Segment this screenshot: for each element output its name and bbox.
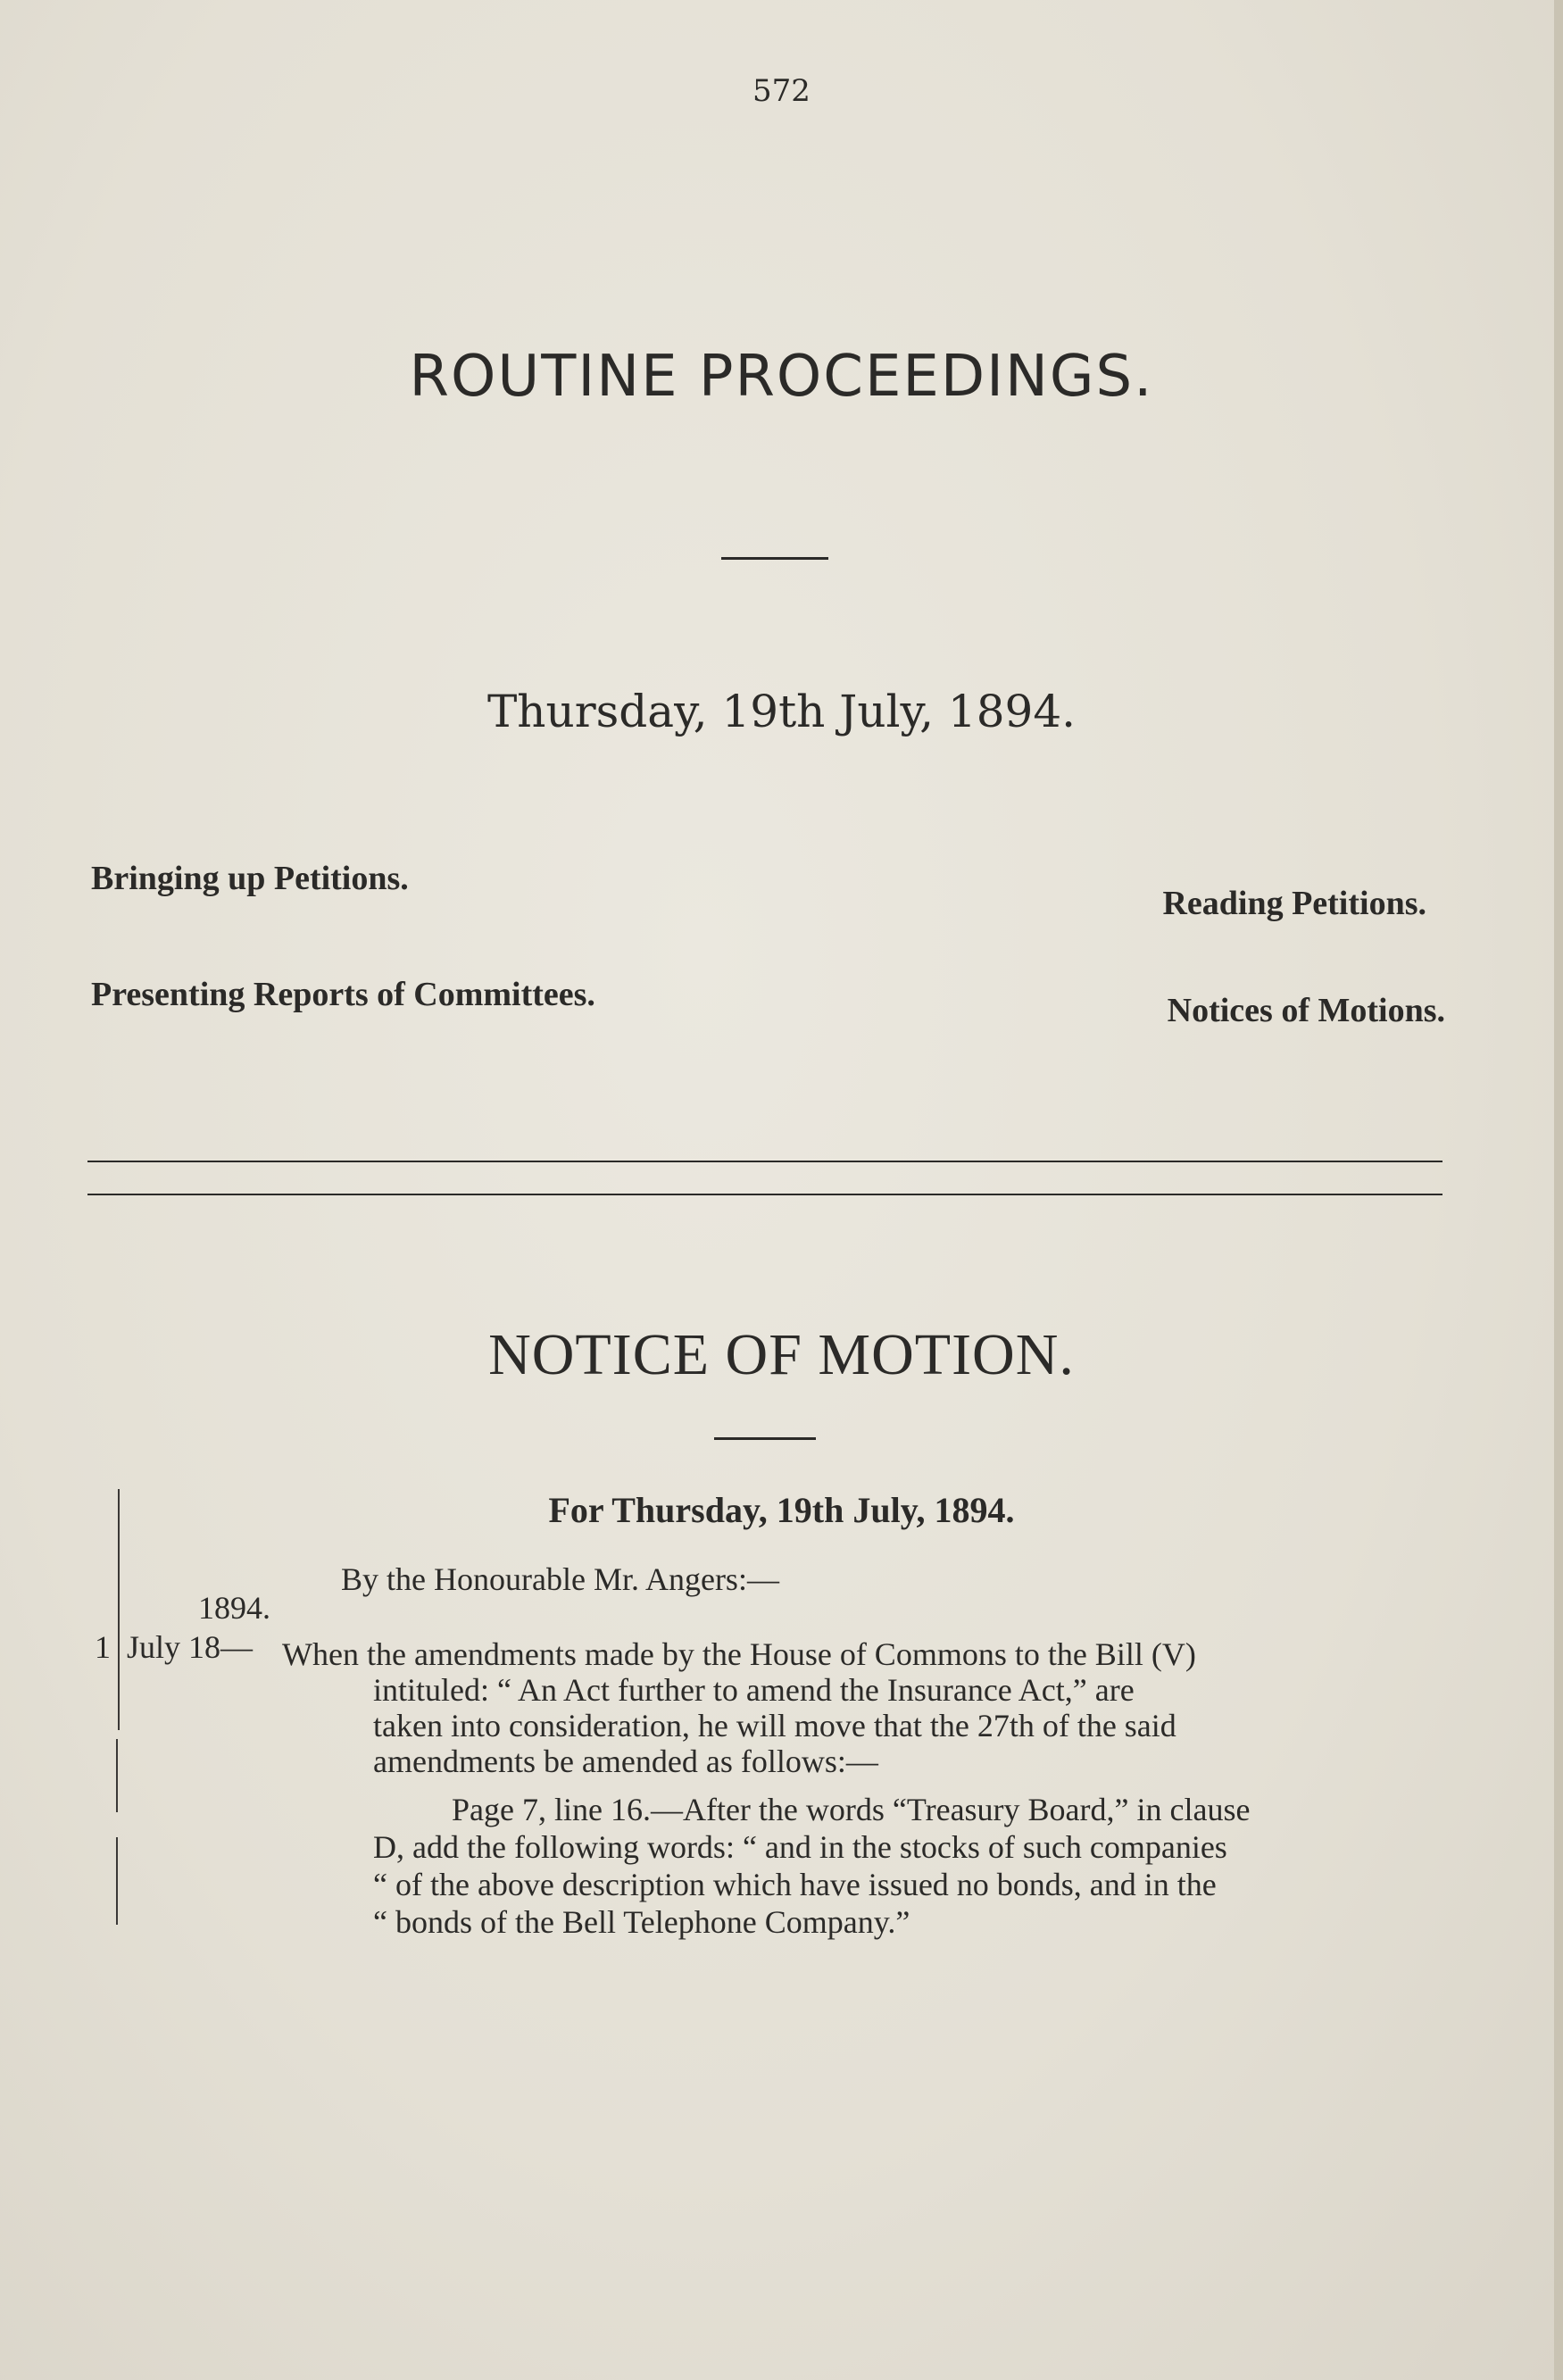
- order-reading-petitions: Reading Petitions.: [1162, 885, 1426, 922]
- motion-text-line: intituled: “ An Act further to amend the Insurance Act,” are: [373, 1672, 1135, 1708]
- notice-for-date: For Thursday, 19th July, 1894.: [548, 1490, 1015, 1530]
- item-number: 1: [95, 1629, 111, 1665]
- motion-text-line: When the amendments made by the House of Commons to the Bill (V): [282, 1636, 1196, 1672]
- notice-rule: [714, 1437, 816, 1440]
- item-date: July 18—: [127, 1629, 254, 1665]
- motion-text-line: “ of the above description which have issued no bonds, and in the: [373, 1867, 1217, 1902]
- routine-date: Thursday, 19th July, 1894.: [486, 686, 1077, 737]
- order-presenting-reports: Presenting Reports of Committees.: [91, 976, 595, 1013]
- title-rule: [721, 557, 828, 560]
- motion-text-line: Page 7, line 16.—After the words “Treasury Board,” in clause: [452, 1792, 1251, 1827]
- section-divider-top: [87, 1161, 1442, 1162]
- motion-text-line: D, add the following words: “ and in the stocks of such companies: [373, 1829, 1227, 1865]
- notice-of-motion-title: NOTICE OF MOTION.: [488, 1322, 1075, 1387]
- mover-line: By the Honourable Mr. Angers:—: [341, 1561, 779, 1597]
- margin-bar: [118, 1489, 120, 1730]
- motion-text-line: taken into consideration, he will move that the 27th of the said: [373, 1708, 1176, 1743]
- order-bringing-up-petitions: Bringing up Petitions.: [91, 860, 409, 897]
- routine-proceedings-title: ROUTINE PROCEEDINGS.: [409, 344, 1154, 410]
- order-notices-of-motions: Notices of Motions.: [1167, 992, 1445, 1029]
- section-divider-bottom: [87, 1194, 1442, 1195]
- page-number: 572: [752, 73, 811, 109]
- motion-text-line: amendments be amended as follows:—: [373, 1743, 878, 1779]
- year-label: 1894.: [198, 1590, 270, 1626]
- motion-text-line: “ bonds of the Bell Telephone Company.”: [373, 1904, 910, 1940]
- margin-bar: [116, 1837, 118, 1925]
- margin-bar: [116, 1739, 118, 1812]
